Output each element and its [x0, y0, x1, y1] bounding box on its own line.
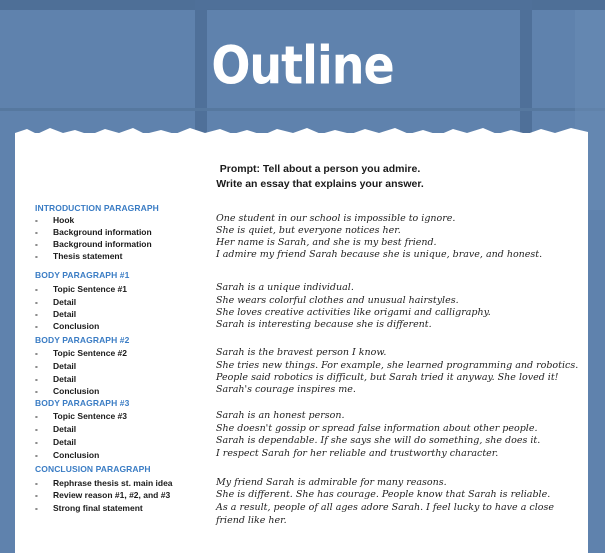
section-heading-conclusion: CONCLUSION PARAGRAPH	[35, 464, 151, 474]
outline-label: - Detail	[35, 361, 77, 371]
essay-sentence: Sarah's courage inspires me.	[216, 384, 356, 395]
section-heading-body-1: BODY PARAGRAPH #1	[35, 270, 130, 280]
essay-sentence: She tries new things. For example, she learned programming and robotics.	[216, 360, 579, 371]
essay-sentence: Sarah is dependable. If she says she will do something, she does it.	[216, 435, 541, 446]
essay-sentence: Sarah is a unique individual.	[216, 282, 354, 293]
outline-label: - Conclusion	[35, 450, 100, 460]
essay-sentence: I respect Sarah for her reliable and trustworthy character.	[216, 448, 499, 459]
outline-label: - Conclusion	[35, 321, 100, 331]
essay-sentence: People said robotics is difficult, but Sarah tried it anyway. She loved it!	[216, 372, 559, 383]
essay-sentence: She doesn't gossip or spread false information about other people.	[216, 423, 538, 434]
essay-sentence: I admire my friend Sarah because she is unique, brave, and honest.	[216, 249, 543, 260]
essay-sentence: As a result, people of all ages adore Sarah. I feel lucky to have a close friend like her.	[216, 502, 554, 526]
outline-label: - Background information	[35, 227, 152, 237]
essay-sentence: Sarah is interesting because she is different.	[216, 319, 432, 330]
prompt-line-1: Prompt: Tell about a person you admire.	[219, 163, 421, 175]
outline-label: - Background information	[35, 239, 152, 249]
essay-sentence: Sarah is an honest person.	[216, 410, 345, 421]
outline-label: - Rephrase thesis st. main idea	[35, 478, 173, 488]
outline-label: - Thesis statement	[35, 251, 123, 261]
section-heading-body-3: BODY PARAGRAPH #3	[35, 398, 130, 408]
outline-label: - Topic Sentence #3	[35, 411, 128, 421]
outline-label: - Detail	[35, 297, 77, 307]
essay-sentence: She is quiet, but everyone notices her.	[216, 225, 401, 236]
prompt-line-2: Write an essay that explains your answer.	[216, 178, 424, 190]
outline-label: - Conclusion	[35, 386, 100, 396]
essay-sentence: She loves creative activities like origami and calligraphy.	[216, 307, 491, 318]
outline-label: - Hook	[35, 215, 75, 225]
outline-label: - Detail	[35, 437, 77, 447]
outline-label: - Strong final statement	[35, 503, 143, 513]
outline-label: - Detail	[35, 374, 77, 384]
section-heading-body-2: BODY PARAGRAPH #2	[35, 335, 130, 345]
page-title: Outline	[211, 33, 394, 97]
outline-label: - Topic Sentence #1	[35, 284, 128, 294]
outline-label: - Detail	[35, 309, 77, 319]
essay-sentence: She is different. She has courage. People know that Sarah is reliable.	[216, 489, 551, 500]
outline-label: - Detail	[35, 424, 77, 434]
essay-sentence: My friend Sarah is admirable for many reasons.	[216, 477, 447, 488]
outline-label: - Review reason #1, #2, and #3	[35, 490, 171, 500]
essay-sentence: One student in our school is impossible to ignore.	[216, 213, 456, 224]
essay-sentence: She wears colorful clothes and unusual hairstyles.	[216, 295, 459, 306]
essay-sentence: Her name is Sarah, and she is my best friend.	[216, 237, 437, 248]
section-heading-introduction: INTRODUCTION PARAGRAPH	[35, 203, 159, 213]
essay-sentence: Sarah is the bravest person I know.	[216, 347, 387, 358]
outline-label: - Topic Sentence #2	[35, 348, 128, 358]
